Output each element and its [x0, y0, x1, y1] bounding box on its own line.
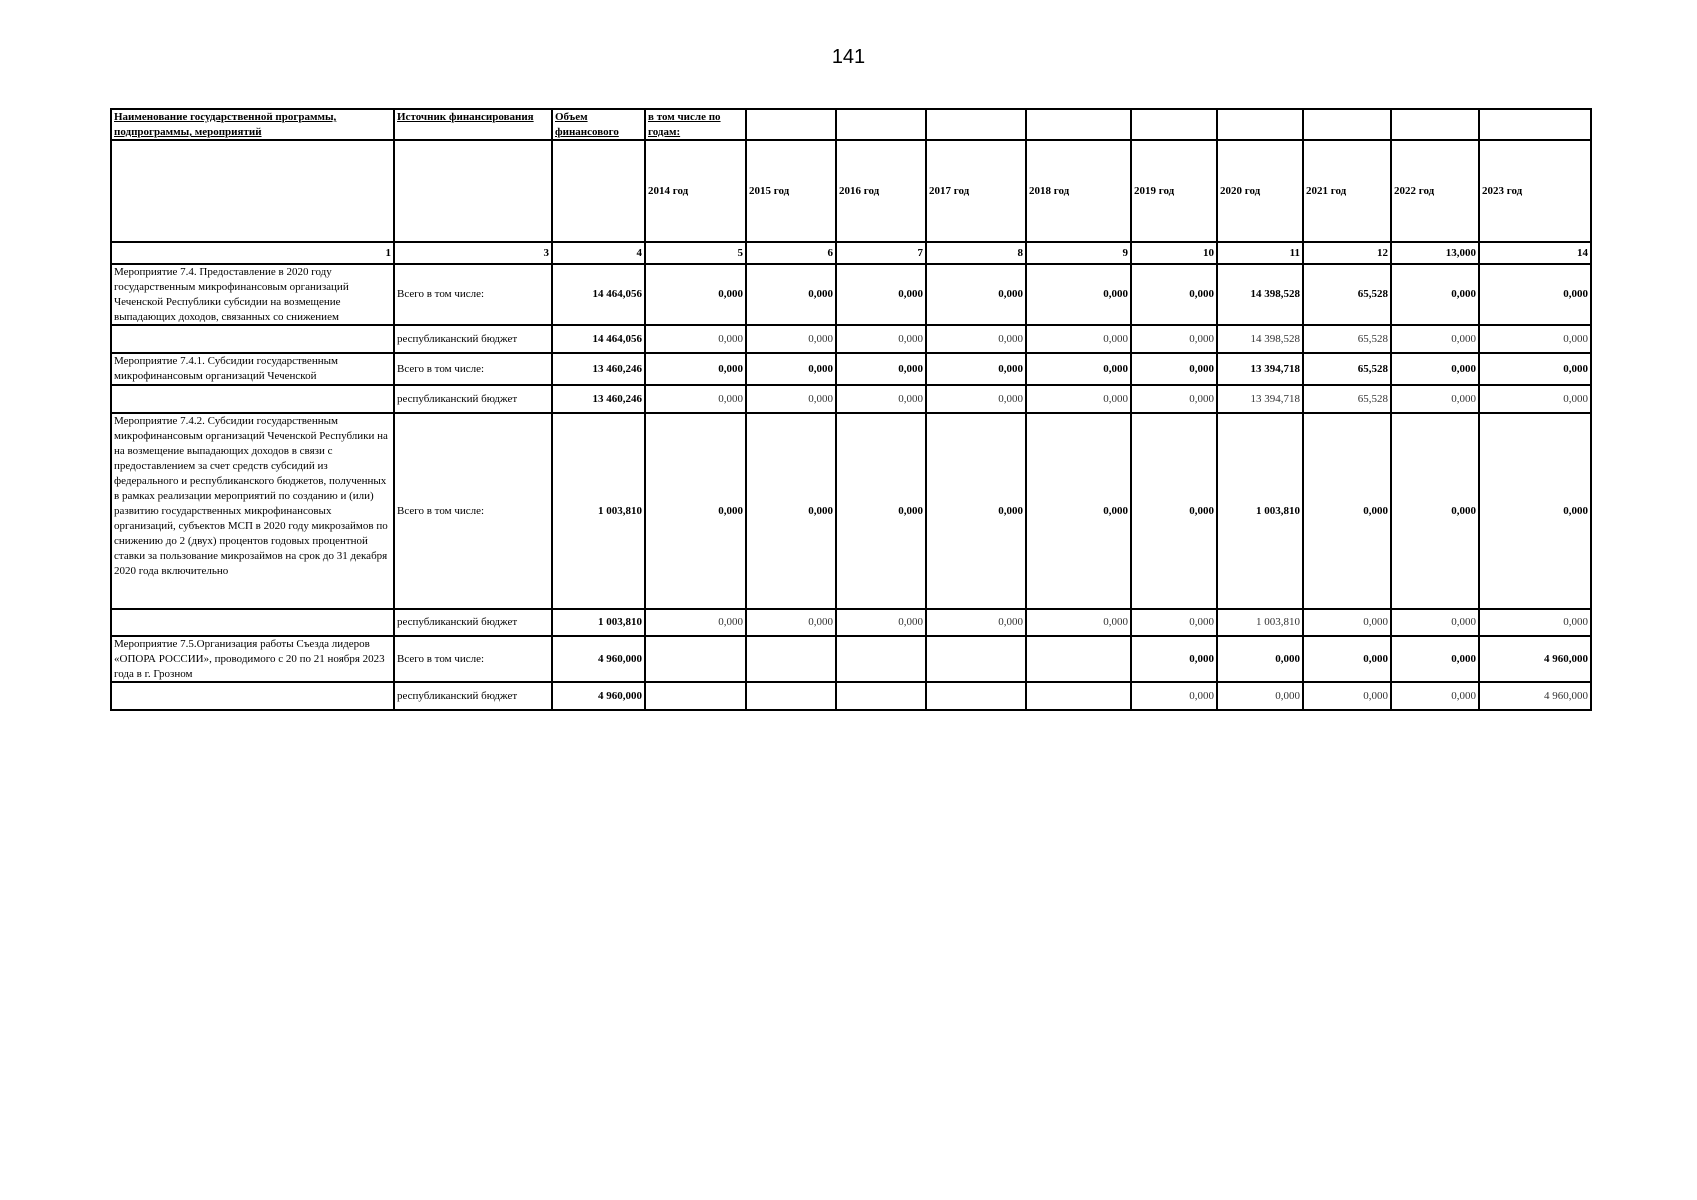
year-value: 0,000	[1479, 325, 1591, 353]
measure-name	[111, 353, 394, 385]
year-value	[746, 682, 836, 710]
header-blank-cell	[926, 109, 1026, 140]
year-value: 0,000	[1479, 385, 1591, 413]
measure-name-empty	[111, 385, 394, 413]
year-value: 14 398,528	[1217, 325, 1303, 353]
column-number: 14	[1479, 242, 1591, 264]
year-value: 13 394,718	[1217, 353, 1303, 385]
year-value: 0,000	[746, 264, 836, 325]
year-value: 0,000	[926, 609, 1026, 636]
year-value: 0,000	[1026, 413, 1131, 609]
funding-volume: 1 003,810	[552, 413, 645, 609]
year-value: 0,000	[1131, 609, 1217, 636]
year-value: 0,000	[746, 385, 836, 413]
funding-source: республиканский бюджет	[394, 682, 552, 710]
year-value: 0,000	[645, 385, 746, 413]
year-header: 2022 год	[1391, 140, 1479, 242]
funding-volume: 4 960,000	[552, 682, 645, 710]
year-value: 0,000	[1131, 353, 1217, 385]
year-value: 0,000	[1391, 385, 1479, 413]
year-value: 0,000	[1131, 325, 1217, 353]
budget-table	[110, 108, 1592, 711]
year-value	[926, 682, 1026, 710]
column-number: 3	[394, 242, 552, 264]
column-number: 4	[552, 242, 645, 264]
year-header: 2020 год	[1217, 140, 1303, 242]
header-row	[111, 109, 1591, 140]
year-value: 0,000	[645, 413, 746, 609]
year-value: 0,000	[645, 264, 746, 325]
header-blank-cell	[836, 109, 926, 140]
column-number: 12	[1303, 242, 1391, 264]
funding-volume: 14 464,056	[552, 325, 645, 353]
years-group-header: в том числе по годам:	[645, 109, 746, 140]
year-value: 0,000	[1217, 682, 1303, 710]
year-value: 0,000	[926, 325, 1026, 353]
year-value: 0,000	[1131, 413, 1217, 609]
column-number: 11	[1217, 242, 1303, 264]
year-header: 2014 год	[645, 140, 746, 242]
year-value: 0,000	[1303, 609, 1391, 636]
header-blank-cell	[1479, 109, 1591, 140]
header-blank-cell	[111, 140, 394, 242]
year-value: 0,000	[1217, 636, 1303, 682]
measure-name-empty	[111, 609, 394, 636]
measure-name-empty	[111, 325, 394, 353]
year-value: 0,000	[836, 325, 926, 353]
year-value: 4 960,000	[1479, 682, 1591, 710]
year-value: 0,000	[1479, 353, 1591, 385]
column-number-row	[111, 242, 1591, 264]
column-number: 6	[746, 242, 836, 264]
year-header: 2016 год	[836, 140, 926, 242]
header-blank-cell	[1391, 109, 1479, 140]
year-value: 0,000	[926, 264, 1026, 325]
header-blank-cell	[1303, 109, 1391, 140]
funding-source: Всего в том числе:	[394, 636, 552, 682]
funding-source: Всего в том числе:	[394, 413, 552, 609]
column-number: 10	[1131, 242, 1217, 264]
year-value: 13 394,718	[1217, 385, 1303, 413]
source-column-header: Источник финансирования	[394, 109, 552, 140]
measure-budget-row	[111, 385, 1591, 413]
funding-volume: 1 003,810	[552, 609, 645, 636]
year-value	[1026, 682, 1131, 710]
column-number: 13,000	[1391, 242, 1479, 264]
year-value: 0,000	[1391, 325, 1479, 353]
year-value: 0,000	[926, 385, 1026, 413]
year-value: 0,000	[1026, 609, 1131, 636]
year-value	[746, 636, 836, 682]
year-value: 0,000	[926, 413, 1026, 609]
header-blank-cell	[552, 140, 645, 242]
year-value: 4 960,000	[1479, 636, 1591, 682]
year-value: 0,000	[1026, 353, 1131, 385]
year-header: 2019 год	[1131, 140, 1217, 242]
year-value: 0,000	[1131, 682, 1217, 710]
measure-budget-row	[111, 325, 1591, 353]
measure-total-row	[111, 636, 1591, 682]
year-value: 0,000	[1026, 325, 1131, 353]
measure-total-row	[111, 413, 1591, 609]
year-header: 2021 год	[1303, 140, 1391, 242]
measure-name-text: Мероприятие 7.4.2. Субсидии государственным микрофинансовым организаций Чеченской Республики на на возмещение выпадающих доходов в связи с предоставлением за счет средств субсидий из федерального и республиканского бюджетов, полученных в рамках реализации мероприятий по созданию и (или) развитию государственных микрофинансовых организаций, субъектов МСП в 2020 году микрозаймов по снижению до 2 (двух) процентов годовых процентной ставки за пользование микрозаймов на срок до 31 декабря 2020 года включительно	[114, 415, 388, 577]
year-value: 0,000	[1131, 385, 1217, 413]
year-header: 2023 год	[1479, 140, 1591, 242]
measure-budget-row	[111, 682, 1591, 710]
year-header: 2018 год	[1026, 140, 1131, 242]
year-value: 0,000	[1391, 413, 1479, 609]
year-value: 1 003,810	[1217, 413, 1303, 609]
year-value	[645, 682, 746, 710]
funding-volume: 4 960,000	[552, 636, 645, 682]
year-value: 0,000	[1026, 385, 1131, 413]
funding-source: республиканский бюджет	[394, 609, 552, 636]
measure-name	[111, 636, 394, 682]
year-value: 0,000	[1391, 636, 1479, 682]
header-blank-cell	[394, 140, 552, 242]
page-number: 141	[831, 46, 866, 68]
funding-volume: 13 460,246	[552, 353, 645, 385]
year-value: 65,528	[1303, 353, 1391, 385]
year-value: 65,528	[1303, 325, 1391, 353]
year-value: 0,000	[645, 325, 746, 353]
measure-name	[111, 264, 394, 325]
year-value: 0,000	[645, 609, 746, 636]
header-blank-cell	[1217, 109, 1303, 140]
year-value: 65,528	[1303, 264, 1391, 325]
year-value: 0,000	[1391, 264, 1479, 325]
year-value: 0,000	[926, 353, 1026, 385]
funding-volume: 13 460,246	[552, 385, 645, 413]
year-value: 0,000	[746, 353, 836, 385]
year-value: 0,000	[1131, 636, 1217, 682]
year-value: 1 003,810	[1217, 609, 1303, 636]
year-value: 0,000	[836, 385, 926, 413]
year-value: 0,000	[836, 609, 926, 636]
year-value: 0,000	[746, 325, 836, 353]
year-value: 0,000	[645, 353, 746, 385]
header-blank-cell	[1026, 109, 1131, 140]
funding-source: республиканский бюджет	[394, 385, 552, 413]
year-value: 0,000	[1391, 682, 1479, 710]
header-blank-cell	[746, 109, 836, 140]
measure-budget-row	[111, 609, 1591, 636]
funding-source: республиканский бюджет	[394, 325, 552, 353]
year-value: 0,000	[1479, 413, 1591, 609]
year-header-row	[111, 140, 1591, 242]
year-value	[836, 636, 926, 682]
funding-source: Всего в том числе:	[394, 353, 552, 385]
year-value: 0,000	[1479, 264, 1591, 325]
year-value	[645, 636, 746, 682]
data-rows	[111, 264, 1591, 710]
column-number: 5	[645, 242, 746, 264]
measure-name-empty	[111, 682, 394, 710]
funding-volume: 14 464,056	[552, 264, 645, 325]
year-value	[1026, 636, 1131, 682]
year-value: 0,000	[746, 413, 836, 609]
year-value: 0,000	[1303, 413, 1391, 609]
year-value	[836, 682, 926, 710]
column-number: 1	[111, 242, 394, 264]
year-value: 0,000	[1391, 609, 1479, 636]
year-header: 2017 год	[926, 140, 1026, 242]
year-value: 0,000	[746, 609, 836, 636]
measure-total-row	[111, 264, 1591, 325]
year-value: 0,000	[1303, 636, 1391, 682]
funding-source: Всего в том числе:	[394, 264, 552, 325]
year-value: 0,000	[1391, 353, 1479, 385]
header-blank-cell	[1131, 109, 1217, 140]
year-value	[926, 636, 1026, 682]
year-value: 0,000	[1479, 609, 1591, 636]
measure-name-text: Мероприятие 7.5.Организация работы Съезда лидеров «ОПОРА РОССИИ», проводимого с 20 по 21 ноября 2023 года в г. Грозном	[114, 638, 385, 680]
year-value: 0,000	[836, 264, 926, 325]
year-value: 0,000	[836, 413, 926, 609]
year-value: 0,000	[1131, 264, 1217, 325]
name-column-header: Наименование государственной программы, подпрограммы, мероприятий	[111, 109, 394, 140]
measure-name	[111, 413, 394, 609]
year-value: 0,000	[1303, 682, 1391, 710]
year-value: 0,000	[836, 353, 926, 385]
year-value: 0,000	[1026, 264, 1131, 325]
measure-name-text: Мероприятие 7.4. Предоставление в 2020 году государственным микрофинансовым организаций Чеченской Республики субсидии на возмещение выпадающих доходов, связанных со снижением	[114, 266, 349, 322]
year-header: 2015 год	[746, 140, 836, 242]
column-number: 8	[926, 242, 1026, 264]
year-value: 65,528	[1303, 385, 1391, 413]
measure-total-row	[111, 353, 1591, 385]
column-number: 9	[1026, 242, 1131, 264]
year-value: 14 398,528	[1217, 264, 1303, 325]
measure-name-text: Мероприятие 7.4.1. Субсидии государственным микрофинансовым организаций Чеченской	[114, 355, 338, 382]
volume-column-header: Объем финансового	[552, 109, 645, 140]
column-number: 7	[836, 242, 926, 264]
